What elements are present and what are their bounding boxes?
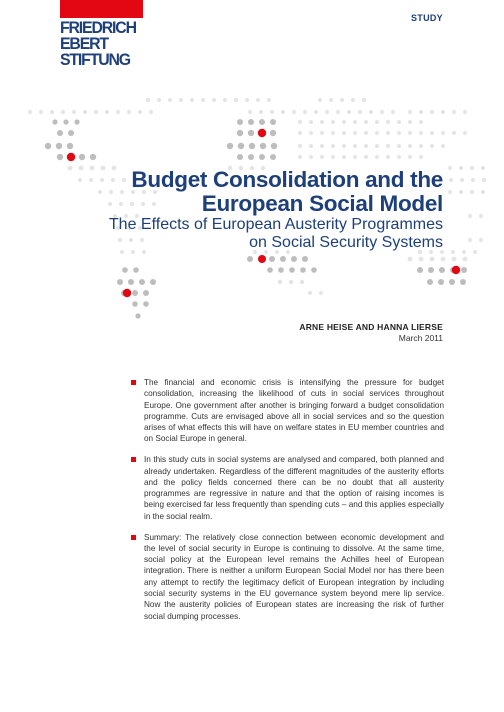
map-dot: [347, 110, 351, 114]
map-dot: [291, 256, 297, 262]
map-dot: [123, 289, 131, 297]
map-dot: [248, 154, 254, 160]
map-dot: [397, 155, 401, 159]
map-dot: [430, 131, 434, 135]
map-dot: [223, 98, 227, 102]
map-dot: [353, 131, 357, 135]
map-dot: [143, 301, 149, 307]
map-dot: [452, 266, 460, 274]
map-dot: [353, 144, 357, 148]
map-dot: [417, 267, 423, 273]
map-dot: [408, 110, 412, 114]
abstract-paragraph: [131, 454, 444, 522]
map-dot: [28, 110, 32, 114]
map-dot: [258, 255, 266, 263]
map-dot: [471, 178, 475, 182]
map-dot: [259, 119, 265, 125]
title-line-2: European Social Model: [201, 191, 443, 216]
bullet-square-icon: [131, 457, 136, 462]
logo-line-2: EBERT: [60, 35, 108, 53]
map-dot: [267, 98, 271, 102]
map-dot: [298, 131, 302, 135]
map-dot: [408, 155, 412, 159]
map-dot: [439, 267, 445, 273]
map-dot: [292, 110, 296, 114]
map-dot: [281, 110, 285, 114]
map-dot: [419, 257, 424, 262]
map-dot: [259, 110, 263, 114]
map-dot: [318, 98, 322, 102]
map-dot: [461, 267, 467, 273]
map-dot: [300, 267, 306, 273]
map-dot: [460, 178, 464, 182]
map-dot: [63, 119, 68, 124]
map-dot: [331, 131, 335, 135]
map-dot: [331, 120, 335, 124]
map-dot: [386, 144, 390, 148]
map-dot: [364, 144, 368, 148]
map-dot: [459, 190, 463, 194]
map-dot: [459, 166, 463, 170]
map-dot: [52, 119, 57, 124]
map-dot: [438, 279, 444, 285]
map-dot: [397, 120, 401, 124]
map-dot: [419, 131, 423, 135]
map-dot: [342, 131, 346, 135]
map-dot: [303, 110, 307, 114]
map-dot: [122, 267, 128, 273]
map-dot: [270, 110, 274, 114]
map-dot: [358, 110, 362, 114]
map-dot: [441, 110, 445, 114]
document-title: [63, 168, 443, 216]
map-dot: [139, 279, 145, 285]
map-dot: [127, 110, 131, 114]
abstract-paragraph: [131, 532, 444, 622]
map-dot: [369, 110, 373, 114]
abstract-paragraph: [131, 377, 444, 445]
map-dot: [430, 257, 435, 262]
map-dot: [449, 279, 455, 285]
map-dot: [237, 154, 243, 160]
map-dot: [319, 291, 323, 295]
map-dot: [481, 166, 485, 170]
map-dot: [309, 144, 313, 148]
map-dot: [132, 301, 138, 307]
map-dot: [247, 256, 253, 262]
map-dot: [168, 98, 172, 102]
document-subtitle: [63, 216, 443, 252]
map-dot: [408, 120, 412, 124]
map-dot: [61, 110, 65, 114]
map-dot: [56, 143, 62, 149]
publication-date: March 2011: [398, 333, 443, 343]
abstract: [131, 377, 444, 631]
map-dot: [329, 98, 333, 102]
map-dot: [289, 267, 295, 273]
map-dot: [408, 257, 413, 262]
map-dot: [375, 144, 379, 148]
map-dot: [149, 110, 153, 114]
map-dot: [460, 279, 466, 285]
map-dot: [298, 144, 302, 148]
map-dot: [428, 267, 434, 273]
map-dot: [419, 144, 423, 148]
logo-line-3: STIFTUNG: [60, 51, 130, 69]
map-dot: [298, 155, 302, 159]
map-dot: [271, 143, 277, 149]
map-dot: [325, 110, 329, 114]
map-dot: [320, 120, 324, 124]
map-dot: [468, 214, 472, 218]
map-dot: [270, 130, 276, 136]
map-dot: [448, 166, 452, 170]
map-dot: [300, 280, 304, 284]
authors: ARNE HEISE AND HANNA LIERSE: [299, 322, 443, 332]
map-dot: [308, 291, 312, 295]
map-dot: [267, 267, 273, 273]
map-dot: [133, 267, 139, 273]
map-dot: [481, 190, 485, 194]
map-dot: [479, 238, 483, 242]
map-dot: [238, 143, 244, 149]
map-dot: [270, 154, 276, 160]
map-dot: [45, 143, 51, 149]
map-dot: [336, 110, 340, 114]
map-dot: [451, 250, 455, 254]
map-dot: [397, 131, 401, 135]
map-dot: [90, 154, 96, 160]
world-dot-map-graphic: [0, 0, 504, 330]
map-dot: [289, 280, 293, 284]
map-dot: [201, 98, 205, 102]
map-dot: [419, 120, 423, 124]
map-dot: [408, 131, 412, 135]
map-dot: [408, 144, 412, 148]
map-dot: [259, 154, 265, 160]
map-dot: [364, 131, 368, 135]
map-dot: [452, 257, 457, 262]
bullet-square-icon: [131, 380, 136, 385]
map-dot: [331, 144, 335, 148]
map-dot: [132, 290, 138, 296]
map-dot: [135, 313, 140, 318]
map-dot: [353, 120, 357, 124]
abstract-text-2: In this study cuts in social systems are analysed and compared, both planned and already undertaken. Regardless of the different magnitudes of the austerity efforts and the policy fields concerned there can be no doubt that all austerity programmes are regressive in nature and that the option of raising incomes is being exercised far less frequently than spending cuts – and this applies especially in the social realm.: [144, 455, 444, 521]
map-dot: [309, 131, 313, 135]
map-dot: [269, 256, 275, 262]
map-dot: [278, 280, 282, 284]
map-dot: [150, 279, 156, 285]
map-dot: [50, 110, 54, 114]
map-dot: [309, 120, 313, 124]
map-dot: [260, 143, 266, 149]
map-dot: [342, 144, 346, 148]
map-dot: [441, 131, 445, 135]
map-dot: [386, 120, 390, 124]
map-dot: [430, 144, 434, 148]
map-dot: [314, 110, 318, 114]
map-dot: [237, 119, 243, 125]
map-dot: [278, 267, 284, 273]
map-dot: [463, 257, 468, 262]
map-dot: [362, 98, 366, 102]
map-dot: [391, 110, 395, 114]
map-dot: [386, 131, 390, 135]
map-dot: [320, 155, 324, 159]
map-dot: [364, 155, 368, 159]
map-dot: [448, 190, 452, 194]
abstract-text-1: The financial and economic crisis is intensifying the pressure for budget consolidation, increasing the likelihood of cuts in social services throughout Europe. One government after another is bringing forward a budget consolidation programme. Cuts are envisaged above all in social services and so the question arises of what effects this will have on welfare states in EU member countries and on Social Europe in general.: [144, 378, 444, 444]
map-dot: [320, 144, 324, 148]
bullet-square-icon: [131, 535, 136, 540]
map-dot: [105, 110, 109, 114]
logo-line-1: FRIEDRICH: [60, 19, 136, 37]
map-dot: [57, 154, 63, 160]
map-dot: [320, 131, 324, 135]
map-dot: [470, 190, 474, 194]
map-dot: [116, 110, 120, 114]
map-dot: [143, 290, 149, 296]
map-dot: [452, 131, 456, 135]
map-dot: [39, 110, 43, 114]
map-dot: [249, 143, 255, 149]
map-dot: [258, 129, 266, 137]
map-dot: [67, 153, 75, 161]
map-dot: [427, 279, 433, 285]
map-dot: [94, 110, 98, 114]
map-dot: [342, 155, 346, 159]
map-dot: [67, 143, 73, 149]
map-dot: [72, 110, 76, 114]
map-dot: [83, 110, 87, 114]
map-dot: [342, 120, 346, 124]
map-dot: [340, 98, 344, 102]
map-dot: [79, 154, 85, 160]
study-label: STUDY: [410, 13, 443, 23]
map-dot: [128, 279, 134, 285]
map-dot: [146, 98, 150, 102]
map-dot: [463, 131, 467, 135]
map-dot: [452, 110, 456, 114]
map-dot: [364, 120, 368, 124]
map-dot: [419, 155, 423, 159]
map-dot: [479, 214, 483, 218]
map-dot: [375, 155, 379, 159]
map-dot: [212, 98, 216, 102]
subtitle-line-2: on Social Security Systems: [249, 234, 443, 251]
map-dot: [470, 166, 474, 170]
map-dot: [270, 119, 276, 125]
map-dot: [117, 279, 123, 285]
map-dot: [351, 98, 355, 102]
map-dot: [309, 155, 313, 159]
map-dot: [248, 119, 254, 125]
map-dot: [256, 98, 260, 102]
map-dot: [298, 120, 302, 124]
map-dot: [57, 130, 63, 136]
subtitle-line-1: The Effects of European Austerity Programmes: [108, 216, 443, 233]
map-dot: [375, 120, 379, 124]
map-dot: [463, 110, 467, 114]
map-dot: [68, 130, 74, 136]
map-dot: [449, 178, 453, 182]
map-dot: [179, 98, 183, 102]
map-dot: [157, 98, 161, 102]
map-dot: [430, 110, 434, 114]
map-dot: [441, 144, 445, 148]
map-dot: [375, 131, 379, 135]
map-dot: [473, 250, 477, 254]
abstract-text-3: Summary: The relatively close connection between economic development and the level of social security in Europe is continuing to dissolve. At the same time, social policy at the European level remains the Achilles heel of European integration. There is neither a uniform European Social Model nor has there been any attempt to rectify the legitimacy deficit of European integration by including social security systems in the EU governance system beyond mere lip service. Now the austerity policies of European states are increasing the risk of further social dumping processes.: [144, 532, 444, 621]
map-dot: [441, 257, 446, 262]
map-dot: [248, 130, 254, 136]
map-dot: [74, 119, 79, 124]
map-dot: [280, 256, 286, 262]
title-line-1: Budget Consolidation and the: [131, 167, 443, 192]
map-dot: [311, 267, 317, 273]
map-dot: [237, 130, 243, 136]
map-dot: [138, 110, 142, 114]
map-dot: [353, 155, 357, 159]
map-dot: [380, 110, 384, 114]
map-dot: [248, 110, 252, 114]
map-dot: [190, 98, 194, 102]
map-dot: [245, 98, 249, 102]
map-dot: [227, 143, 233, 149]
map-dot: [397, 144, 401, 148]
map-dot: [386, 155, 390, 159]
map-dot: [482, 178, 486, 182]
map-dot: [331, 155, 335, 159]
map-dot: [302, 256, 308, 262]
map-dot: [462, 250, 466, 254]
map-dot: [419, 110, 423, 114]
map-dot: [234, 98, 238, 102]
map-dot: [468, 238, 472, 242]
